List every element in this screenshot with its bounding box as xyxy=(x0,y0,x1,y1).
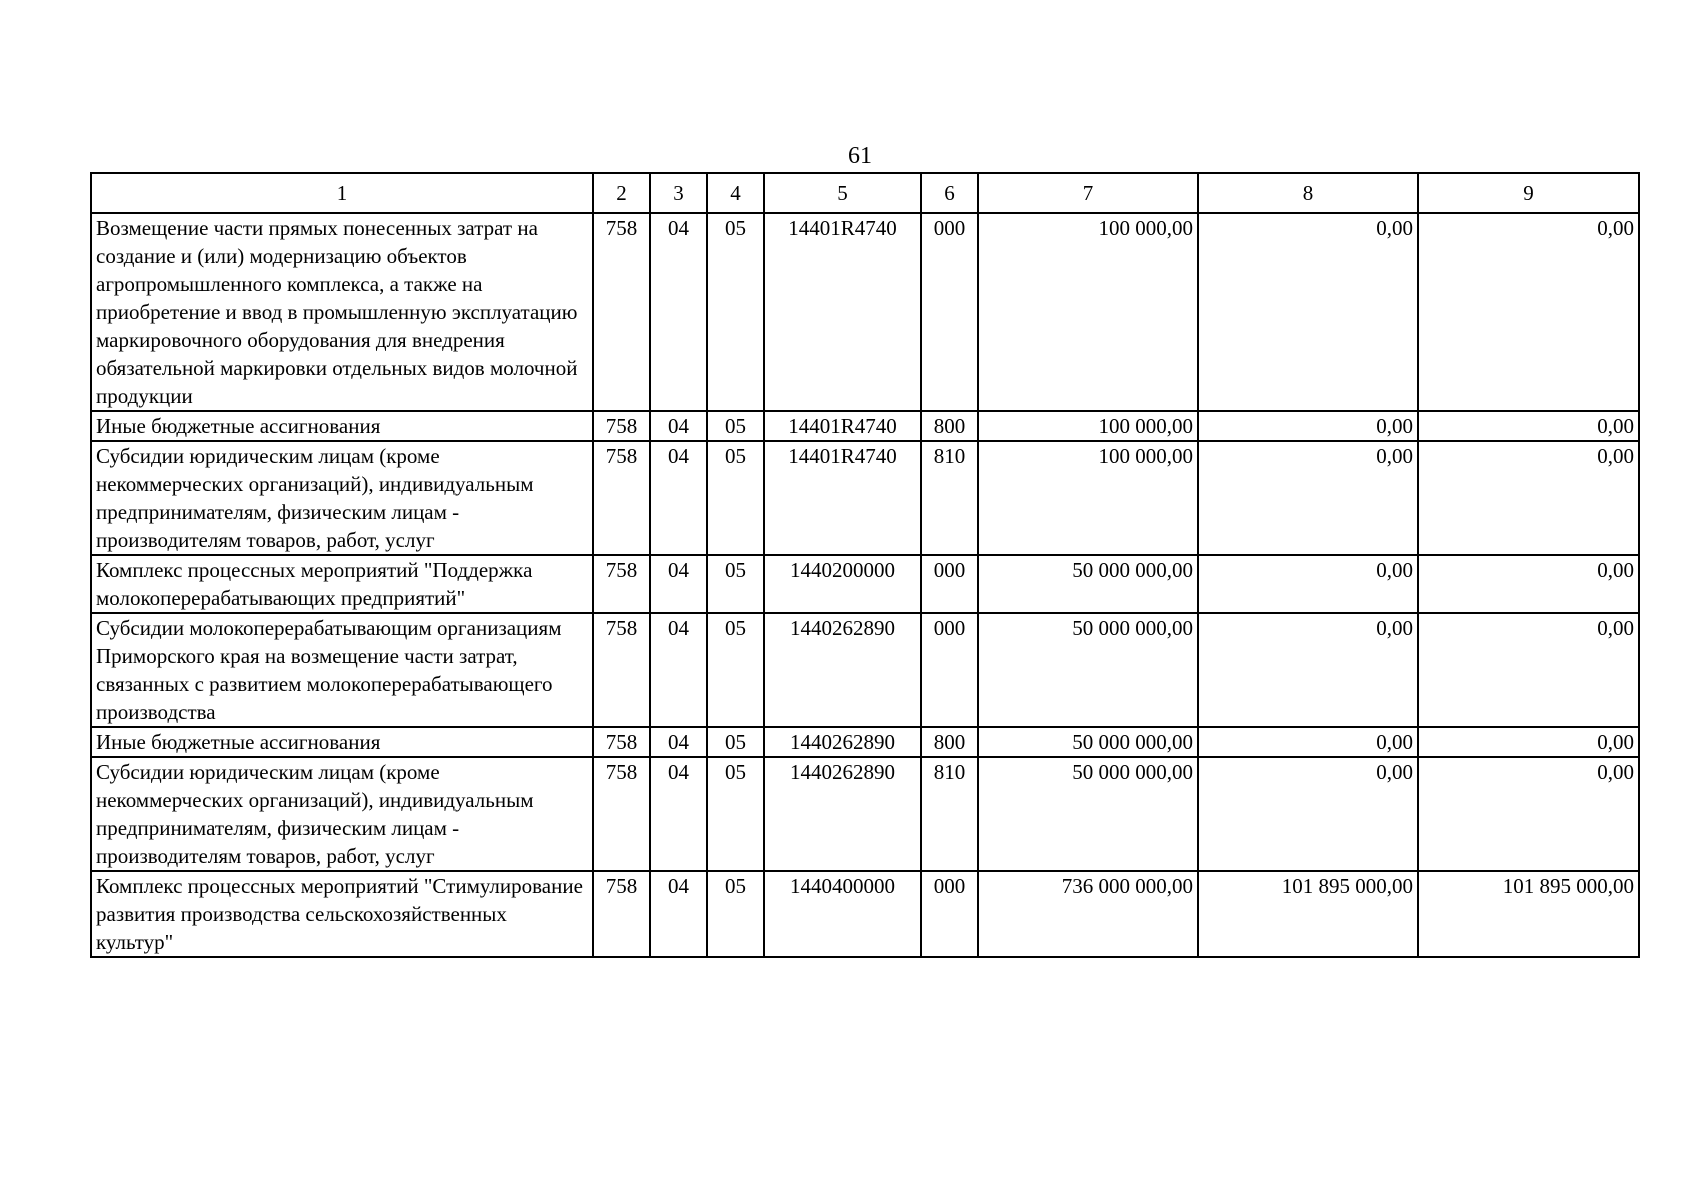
table-row xyxy=(91,555,1639,613)
expense-type-code: 810 xyxy=(921,441,978,555)
amount-col7: 50 000 000,00 xyxy=(978,555,1198,613)
table-row xyxy=(91,441,1639,555)
amount-col9: 0,00 xyxy=(1418,757,1639,871)
admin-code: 758 xyxy=(593,441,650,555)
row-name: Субсидии молокоперерабатывающим организациям Приморского края на возмещение части затрат, связанных с развитием молокоперерабатывающего производства xyxy=(91,613,593,727)
amount-col7: 50 000 000,00 xyxy=(978,757,1198,871)
header-row xyxy=(91,173,1639,213)
subsection-code: 05 xyxy=(707,555,764,613)
page-number: 61 xyxy=(848,143,872,169)
amount-col9: 0,00 xyxy=(1418,411,1639,441)
column-header: 3 xyxy=(650,173,707,213)
target-article-code: 14401R4740 xyxy=(764,411,921,441)
subsection-code: 05 xyxy=(707,613,764,727)
admin-code: 758 xyxy=(593,727,650,757)
column-header: 8 xyxy=(1198,173,1418,213)
section-code: 04 xyxy=(650,757,707,871)
expense-type-code: 000 xyxy=(921,871,978,957)
expense-type-code: 000 xyxy=(921,555,978,613)
table-row xyxy=(91,213,1639,411)
admin-code: 758 xyxy=(593,213,650,411)
amount-col7: 100 000,00 xyxy=(978,213,1198,411)
admin-code: 758 xyxy=(593,871,650,957)
amount-col8: 0,00 xyxy=(1198,441,1418,555)
row-name: Комплекс процессных мероприятий "Стимулирование развития производства сельскохозяйственных культур" xyxy=(91,871,593,957)
admin-code: 758 xyxy=(593,757,650,871)
budget-table xyxy=(90,172,1640,958)
target-article-code: 1440200000 xyxy=(764,555,921,613)
table-row xyxy=(91,727,1639,757)
subsection-code: 05 xyxy=(707,411,764,441)
amount-col8: 0,00 xyxy=(1198,411,1418,441)
row-name: Иные бюджетные ассигнования xyxy=(91,727,593,757)
admin-code: 758 xyxy=(593,411,650,441)
table-row xyxy=(91,871,1639,957)
amount-col9: 0,00 xyxy=(1418,555,1639,613)
admin-code: 758 xyxy=(593,613,650,727)
subsection-code: 05 xyxy=(707,871,764,957)
table-row xyxy=(91,411,1639,441)
amount-col8: 101 895 000,00 xyxy=(1198,871,1418,957)
subsection-code: 05 xyxy=(707,441,764,555)
amount-col8: 0,00 xyxy=(1198,757,1418,871)
table-row xyxy=(91,757,1639,871)
column-header: 4 xyxy=(707,173,764,213)
column-header: 6 xyxy=(921,173,978,213)
amount-col8: 0,00 xyxy=(1198,555,1418,613)
target-article-code: 1440400000 xyxy=(764,871,921,957)
target-article-code: 1440262890 xyxy=(764,727,921,757)
target-article-code: 1440262890 xyxy=(764,613,921,727)
subsection-code: 05 xyxy=(707,757,764,871)
section-code: 04 xyxy=(650,213,707,411)
row-name: Субсидии юридическим лицам (кроме некоммерческих организаций), индивидуальным предпринимателям, физическим лицам - производителям товаров, работ, услуг xyxy=(91,757,593,871)
expense-type-code: 810 xyxy=(921,757,978,871)
amount-col9: 0,00 xyxy=(1418,613,1639,727)
column-header: 2 xyxy=(593,173,650,213)
section-code: 04 xyxy=(650,411,707,441)
subsection-code: 05 xyxy=(707,727,764,757)
expense-type-code: 800 xyxy=(921,727,978,757)
amount-col9: 101 895 000,00 xyxy=(1418,871,1639,957)
section-code: 04 xyxy=(650,727,707,757)
amount-col7: 50 000 000,00 xyxy=(978,613,1198,727)
target-article-code: 1440262890 xyxy=(764,757,921,871)
subsection-code: 05 xyxy=(707,213,764,411)
section-code: 04 xyxy=(650,871,707,957)
amount-col8: 0,00 xyxy=(1198,727,1418,757)
column-header: 7 xyxy=(978,173,1198,213)
amount-col8: 0,00 xyxy=(1198,613,1418,727)
target-article-code: 14401R4740 xyxy=(764,213,921,411)
expense-type-code: 000 xyxy=(921,613,978,727)
column-header: 1 xyxy=(91,173,593,213)
row-name: Субсидии юридическим лицам (кроме некоммерческих организаций), индивидуальным предпринимателям, физическим лицам - производителям товаров, работ, услуг xyxy=(91,441,593,555)
amount-col9: 0,00 xyxy=(1418,441,1639,555)
table-row xyxy=(91,613,1639,727)
expense-type-code: 000 xyxy=(921,213,978,411)
column-header: 5 xyxy=(764,173,921,213)
admin-code: 758 xyxy=(593,555,650,613)
amount-col7: 100 000,00 xyxy=(978,411,1198,441)
amount-col7: 736 000 000,00 xyxy=(978,871,1198,957)
amount-col9: 0,00 xyxy=(1418,727,1639,757)
row-name: Иные бюджетные ассигнования xyxy=(91,411,593,441)
row-name: Комплекс процессных мероприятий "Поддержка молокоперерабатывающих предприятий" xyxy=(91,555,593,613)
amount-col8: 0,00 xyxy=(1198,213,1418,411)
column-header: 9 xyxy=(1418,173,1639,213)
amount-col7: 50 000 000,00 xyxy=(978,727,1198,757)
row-name: Возмещение части прямых понесенных затрат на создание и (или) модернизацию объектов агропромышленного комплекса, а также на приобретение и ввод в промышленную эксплуатацию маркировочного оборудования для внедрения обязательной маркировки отдельных видов молочной продукции xyxy=(91,213,593,411)
expense-type-code: 800 xyxy=(921,411,978,441)
section-code: 04 xyxy=(650,555,707,613)
amount-col7: 100 000,00 xyxy=(978,441,1198,555)
amount-col9: 0,00 xyxy=(1418,213,1639,411)
section-code: 04 xyxy=(650,441,707,555)
target-article-code: 14401R4740 xyxy=(764,441,921,555)
section-code: 04 xyxy=(650,613,707,727)
